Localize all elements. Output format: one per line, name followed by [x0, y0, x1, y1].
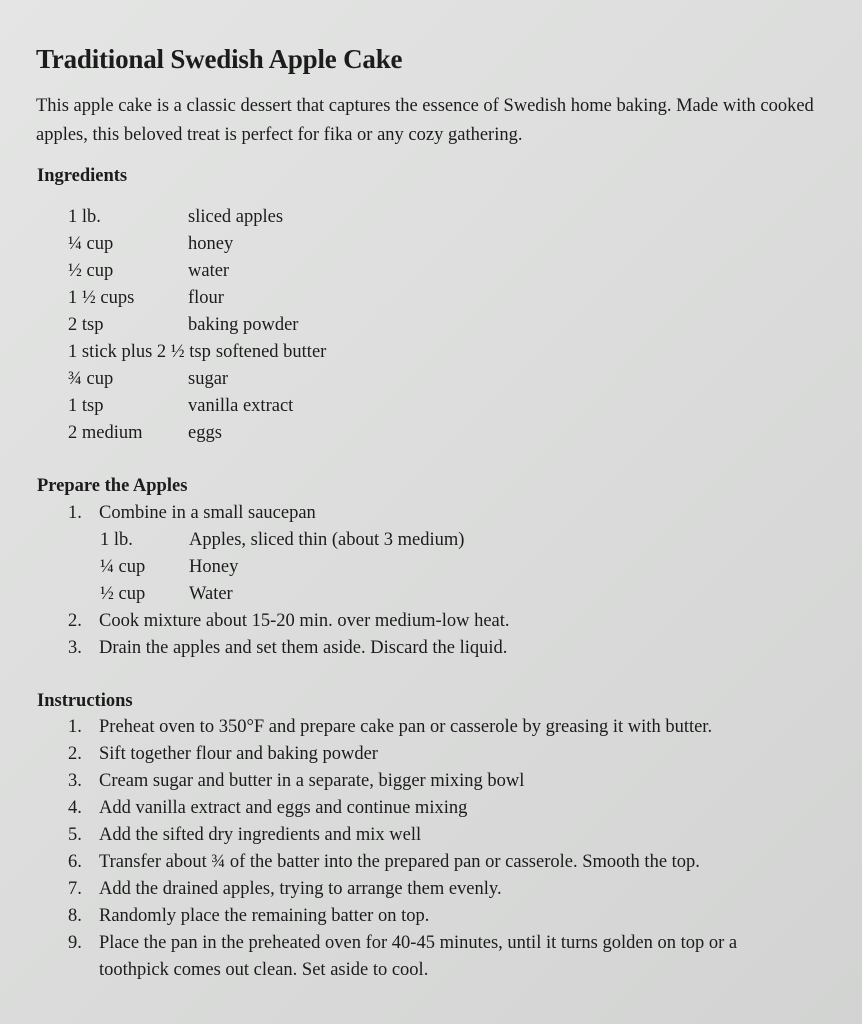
step-text: Transfer about ¾ of the batter into the prepared pan or casserole. Smooth the top. — [99, 852, 700, 872]
instruction-step — [68, 876, 808, 903]
step-text: Drain the apples and set them aside. Discard the liquid. — [99, 638, 508, 658]
step-text: Add the drained apples, trying to arrange them evenly. — [99, 879, 502, 899]
ingredient-qty: 2 medium — [68, 423, 143, 443]
ingredient-row — [68, 285, 326, 312]
instruction-step — [68, 741, 808, 768]
ingredient-row — [68, 339, 326, 366]
ingredient-row — [68, 420, 326, 447]
ingredient-qty: 1 tsp — [68, 396, 104, 416]
step-text: Cook mixture about 15-20 min. over medium-low heat. — [99, 611, 510, 631]
sub-ingredient-name: Apples, sliced thin (about 3 medium) — [189, 530, 465, 550]
ingredient-name: honey — [188, 234, 234, 254]
sub-ingredient-name: Honey — [189, 557, 239, 577]
ingredient-qty: ¾ cup — [68, 369, 114, 389]
sub-ingredient-qty: ¼ cup — [100, 557, 146, 577]
ingredient-qty: ¼ cup — [68, 234, 114, 254]
instruction-step — [68, 930, 808, 984]
sub-ingredient-row — [100, 527, 510, 554]
step-number: 2. — [68, 744, 82, 764]
step-number: 1. — [68, 717, 82, 737]
step-text: Randomly place the remaining batter on top. — [99, 906, 430, 926]
instruction-step — [68, 795, 808, 822]
ingredient-row — [68, 258, 326, 285]
sub-ingredient-row — [100, 581, 510, 608]
ingredient-row — [68, 393, 326, 420]
prepare-steps — [68, 500, 510, 662]
prepare-step — [68, 500, 510, 608]
instruction-step — [68, 768, 808, 795]
step-text: Place the pan in the preheated oven for 40-45 minutes, until it turns golden on top or a toothpick comes out clean. Set aside to cool. — [99, 933, 738, 980]
step-number: 1. — [68, 503, 82, 523]
ingredient-row — [68, 231, 326, 258]
ingredient-name: baking powder — [188, 315, 299, 335]
instruction-steps — [68, 714, 808, 984]
ingredient-qty: 1 stick plus 2 ½ tsp — [68, 342, 211, 362]
ingredient-qty: 1 lb. — [68, 207, 101, 227]
recipe-intro: This apple cake is a classic dessert that captures the essence of Swedish home baking. Made with cooked apples, this beloved treat is perfect for fika or any cozy gathering. — [36, 96, 814, 145]
step-number: 2. — [68, 611, 82, 631]
sub-ingredient-name: Water — [189, 584, 233, 604]
ingredients-list — [68, 204, 326, 447]
prepare-step — [68, 608, 510, 635]
prepare-step — [68, 635, 510, 662]
step-number: 4. — [68, 798, 82, 818]
recipe-title: Traditional Swedish Apple Cake — [36, 44, 403, 74]
ingredient-row — [68, 204, 326, 231]
step-number: 7. — [68, 879, 82, 899]
instruction-step — [68, 903, 808, 930]
instruction-step — [68, 714, 808, 741]
ingredient-name: vanilla extract — [188, 396, 294, 416]
step-number: 3. — [68, 638, 82, 658]
instruction-step — [68, 822, 808, 849]
ingredients-heading: Ingredients — [37, 166, 128, 186]
step-number: 6. — [68, 852, 82, 872]
step-text: Add the sifted dry ingredients and mix well — [99, 825, 422, 845]
ingredient-name: eggs — [188, 423, 222, 443]
step-number: 3. — [68, 771, 82, 791]
sub-ingredient-row — [100, 554, 510, 581]
ingredient-name: water — [188, 261, 230, 281]
ingredient-qty: 2 tsp — [68, 315, 104, 335]
ingredient-row — [68, 312, 326, 339]
step-text: Cream sugar and butter in a separate, bigger mixing bowl — [99, 771, 525, 791]
ingredient-name: sliced apples — [188, 207, 284, 227]
step-number: 9. — [68, 933, 82, 953]
prepare-heading: Prepare the Apples — [37, 476, 188, 496]
step-text: Preheat oven to 350°F and prepare cake pan or casserole by greasing it with butter. — [99, 717, 713, 737]
instruction-step — [68, 849, 808, 876]
step-text: Sift together flour and baking powder — [99, 744, 378, 764]
step-number: 5. — [68, 825, 82, 845]
sub-ingredient-qty: ½ cup — [100, 584, 146, 604]
sub-ingredient-qty: 1 lb. — [100, 530, 133, 550]
step-text: Add vanilla extract and eggs and continue mixing — [99, 798, 468, 818]
step-number: 8. — [68, 906, 82, 926]
ingredient-name: sugar — [188, 369, 229, 389]
step-text: Combine in a small saucepan — [99, 503, 316, 523]
ingredient-qty: 1 ½ cups — [68, 288, 135, 308]
prepare-sub-list — [68, 527, 510, 608]
ingredient-qty: ½ cup — [68, 261, 114, 281]
ingredient-name: flour — [188, 288, 224, 308]
instructions-heading: Instructions — [37, 691, 133, 711]
ingredient-name: softened butter — [215, 342, 327, 362]
ingredient-row — [68, 366, 326, 393]
